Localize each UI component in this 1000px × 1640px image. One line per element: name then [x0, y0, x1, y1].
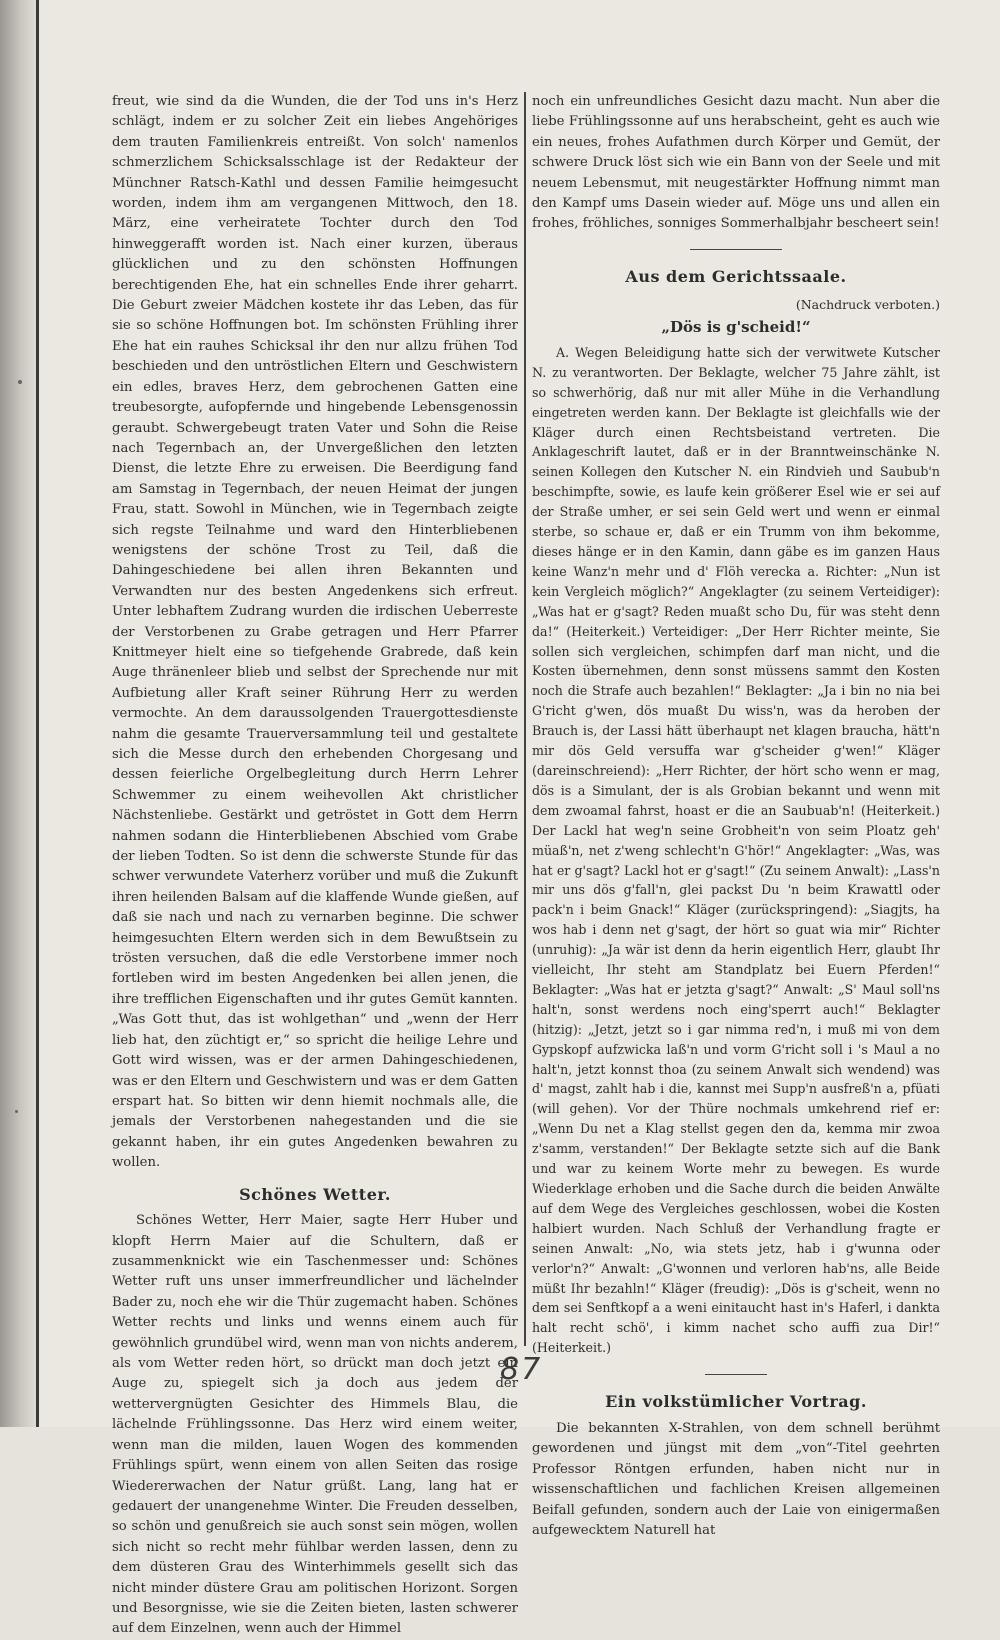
- lecture-heading: Ein volkstümlicher Vortrag.: [605, 1392, 867, 1412]
- column-divider: [524, 92, 526, 1346]
- binding-gutter: [0, 0, 38, 1427]
- gerichtssaale-heading: Aus dem Gerichtssaale.: [625, 266, 847, 286]
- obituary-paragraph: freut, wie sind da die Wunden, die der Tod uns in's Herz schlägt, indem er zu solcher Zeit ein liebes Angehöriges dem trauten Familienkreis entreißt. Von solch' namenlos schmerzlichem Schicksalsschlage ist der Redakteur der Münchner Ratsch-Kathl und dessen Familie heimgesucht worden, indem ihm am vergangenen Mittwoch, den 18. März, eine verheiratete Tochter durch den Tod hinweggerafft worden ist. Nach einer kurzen, überaus glücklichen und zu den schönsten Hoffnungen berechtigenden Ehe, hat ein schnelles Ende ihrer geharrt. Die Geburt zweier Mädchen kostete ihr das Leben, das für sie so schöne Hoffnungen bot. Im schönsten Frühling ihrer Ehe hat ein rauhes Schicksal ihr den nur allzu frühen Tod beschieden und den untröstlichen Eltern und Geschwistern ein edles, braves Herz, dem gebrochenen Gatten eine treubesorgte, aufopfernde und hingebende Lebensgenossin geraubt. Schwergebeugt traten Vater und Sohn die Reise nach Tegernbach an, der Unvergeßlichen den letzten Dienst, die letzte Ehre zu erweisen. Die Beerdigung fand am Samstag in Tegernbach, der neuen Heimat der jungen Frau, statt. Sowohl in München, wie in Tegernbach zeigte sich regste Teilnahme und ward den Hinterbliebenen wenigstens der schöne Trost zu Teil, daß die Dahingeschiedene bei allen ihren Bekannten und Verwandten nur des besten Angedenkens sich erfreut. Unter lebhaftem Zudrang wurden die irdischen Ueberreste der Verstorbenen zu Grabe getragen und Herr Pfarrer Knittmeyer hielt eine so tiefgehende Grabrede, daß kein Auge thränenleer blieb und selbst der Sprechende nur mit Aufbietung aller Kraft seiner Rührung Herr zu werden vermochte. An dem daraussolgenden Trauergottesdienste nahm die gesamte Trauerversammlung teil und gestaltete sich die Messe durch den erhebenden Chorgesang und dessen feierliche Orgelbegleitung durch Herrn Lehrer Schwemmer zu einem weihevollen Akt christlicher Nächstenliebe. Gestärkt und getröstet in Gott dem Herrn nahmen sodann die Hinterbliebenen Abschied vom Grabe der lieben Todten. So ist denn die schwerste Stunde für das schwer verwundete Vaterherz vorüber und muß die Zukunft ihren heilenden Balsam auf die klaffende Wunde gießen, auf daß sie nach und nach zu vernarben beginne. Die schwer heimgesuchten Eltern werden sich in dem Bewußtsein zu trösten versuchen, daß die edle Verstorbene immer noch fortleben wird im besten Angedenken bei allen jenen, die ihre trefflichen Eigenschaften und ihr gutes Gemüt kannten. „Was Gott thut, das ist wohlgethan“ und „wenn der Herr lieb hat, den züchtigt er,“ so spricht die heilige Lehre und Gott wird wissen, was er der armen Dahingeschiedenen, was er den Eltern und Geschwistern und was er dem Gatten erspart hat. So bitten wir denn hiemit nochmals alle, die jemals der Verstorbenen nahegestanden und die sie gekannt haben, ihr ein gutes Angedenken bewahren zu wollen.: [112, 94, 518, 1171]
- section-divider-rule: [690, 249, 782, 250]
- paper-speck: [18, 380, 22, 384]
- handwritten-page-number: 87: [500, 1352, 543, 1387]
- left-column: [112, 92, 518, 1640]
- weather-continuation-paragraph: noch ein unfreundliches Gesicht dazu macht. Nun aber die liebe Frühlingssonne auf uns herabscheint, geht es auch wie ein neues, frohes Aufathmen durch Körper und Gemüt, der schwere Druck löst sich wie ein Bann von der Seele und mit neuem Lebensmut, mit neugestärkter Hoffnung nimmt man den Kampf ums Dasein wieder auf. Möge uns und allen ein frohes, fröhliches, sonniges Sommerhalbjahr bescheert sein!: [532, 94, 940, 232]
- court-article-title: „Dös is g'scheid!“: [661, 318, 811, 337]
- reprint-note: (Nachdruck verboten.): [795, 296, 940, 312]
- schoenes-wetter-heading: Schönes Wetter.: [239, 1184, 391, 1204]
- right-column: [532, 92, 940, 1541]
- lecture-paragraph: Die bekannten X-Strahlen, von dem schnell berühmt gewordenen und jüngst mit dem „von“-Titel geehrten Professor Röntgen erfunden, haben nicht nur in wissenschaftlichen und fachlichen Kreisen allgemeinen Beifall gefunden, sondern auch der Laie von einigermaßen aufgewecktem Naturell hat: [532, 1420, 940, 1538]
- schoenes-wetter-paragraph: Schönes Wetter, Herr Maier, sagte Herr Huber und klopft Herrn Maier auf die Schultern, daß er zusammenknickt wie ein Taschenmesser und: Schönes Wetter ruft uns unser immerfreundlicher und lächelnder Bader zu, noch ehe wir die Thür zugemacht haben. Schönes Wetter rechts und links und wenns einem auch für gewöhnlich grundübel wird, wenn man von nichts anderem, als vom Wetter reden hört, so drückt man doch jetzt ein Auge zu, spiegelt sich ja doch aus jedem der wettervergnügten Gesichter des Himmels Blau, die lächelnde Frühlingssonne. Das Herz wird einem weiter, wenn man die milden, lauen Wogen des kommenden Frühlings spürt, wenn einem von allen Seiten das rosige Wiedererwachen der Natur grüßt. Lang, lang hat er gedauert der unangenehme Winter. Die Freuden desselben, so schön und genußreich sie auch sonst sein mögen, wollen sich nicht so recht mehr fühlbar werden lassen, denn zu dem düsteren Grau des Winterhimmels gesellt sich das nicht minder düstere Grau am politischen Horizont. Sorgen und Besorgnisse, wie sie die Zeiten bieten, lasten schwerer auf dem Einzelnen, wenn auch der Himmel: [112, 1213, 518, 1637]
- paper-speck: [15, 1110, 18, 1113]
- binding-edge-rule: [36, 0, 39, 1427]
- article-divider-rule: [705, 1374, 767, 1375]
- court-report-paragraph: A. Wegen Beleidigung hatte sich der verwitwete Kutscher N. zu verantworten. Der Beklagte, welcher 75 Jahre zählt, ist so schwerhörig, daß nur mit aller Mühe in die Verhandlung eingetreten werden kann. Der Beklagte ist gleichfalls wie der Kläger durch einen Rechtsbeistand vertreten. Die Anklageschrift lautet, daß er in der Branntweinschänke N. seinen Kollegen den Kutscher N. ein Rindvieh und Saubub'n beschimpfte, sowie, es laufe kein größerer Esel wie er sei auf der Straße umher, er sei sein Geld wert und wenn er einmal sterbe, so schaue er, daß er ein Trumm von ihm bekomme, dieses hänge er in den Kamin, dann gäbe es im ganzen Haus keine Wanz'n mehr und d' Flöh verecka a. Richter: „Nun ist kein Vergleich möglich?“ Angeklagter (zu seinem Verteidiger): „Was hat er g'sagt? Reden muaßt scho Du, für was steht denn da!“ (Heiterkeit.) Verteidiger: „Der Herr Richter meinte, Sie sollen sich vergleichen, schimpfen darf man nicht, und die Kosten übernehmen, denn sonst müssens sammt den Kosten noch die Strafe auch bezahlen!“ Beklagter: „Ja i bin no nia bei G'richt g'wen, dös muaßt Du wiss'n, was da heroben der Brauch is, der Lassi hätt überhaupt net klagen braucha, hätt'n mir dös Geld versuffa war g'scheider g'wen!“ Kläger (dareinschreiend): „Herr Richter, der hört scho wenn er mag, dös is a Simulant, der is als Grobian bekannt und wenn mit dem zwoamal fahrst, hoast er die an Saubuab'n! (Heiterkeit.) Der Lackl hat weg'n seine Grobheit'n von seim Ploatz geh' müaß'n, net z'weng schlecht'n G'hör!“ Angeklagter: „Was, was hat er g'sagt? Lackl hot er g'sagt!“ (Zu seinem Anwalt): „Lass'n mir uns dös g'fall'n, glei packst Du 'n beim Krawattl oder pack'n i beim Gnack!“ Kläger (zurückspringend): „Siagjts, ha wos hab i denn net g'sagt, der hört so guat wia mir“ Richter (unruhig): „Ja wär ist denn da herin eigentlich Herr, glaubt Ihr vielleicht, Ihr steht am Standplatz bei Euern Pferden!“ Beklagter: „Was hat er jetzta g'sagt?“ Anwalt: „S' Maul soll'ns halt'n, sonst werdens noch eing'sperrt auch!“ Beklagter (hitzig): „Jetzt, jetzt so i gar nimma red'n, i muß mi von dem Gypskopf aufzwicka laß'n und vorm G'richt soll i 's Maul a no halt'n, jetzt konnst thoa (zu seinem Anwalt sich wendend) was d' magst, zahlt hab i die, kannst mei Supp'n ausfreß'n a, pfüati (will gehen). Vor der Thüre nochmals umkehrend rief er: „Wenn Du net a Klag stellst gegen den da, kemma mir zwoa z'samm, verstanden!“ Der Beklagte setzte sich auf die Bank und war zu keinem Worte mehr zu bewegen. Es wurde Wiederklage erhoben und die Sache durch die beiden Anwälte auf dem Wege des Vergleiches geschlossen, wobei die Kosten halbiert wurden. Nach Schluß der Verhandlung fragte er seinen Anwalt: „No, wia stets jetz, hab i g'wunna oder verlor'n?“ Anwalt: „G'wonnen und verloren hab'ns, alle Beide müßt Ihr bezahln!“ Kläger (freudig): „Dös is g'scheit, wenn no dem sei Senftkopf a a weni einitaucht hast in's Haferl, i dankta halt recht schö', i kimm nachet scho auffi zua Dir!“ (Heiterkeit.): [532, 344, 940, 1356]
